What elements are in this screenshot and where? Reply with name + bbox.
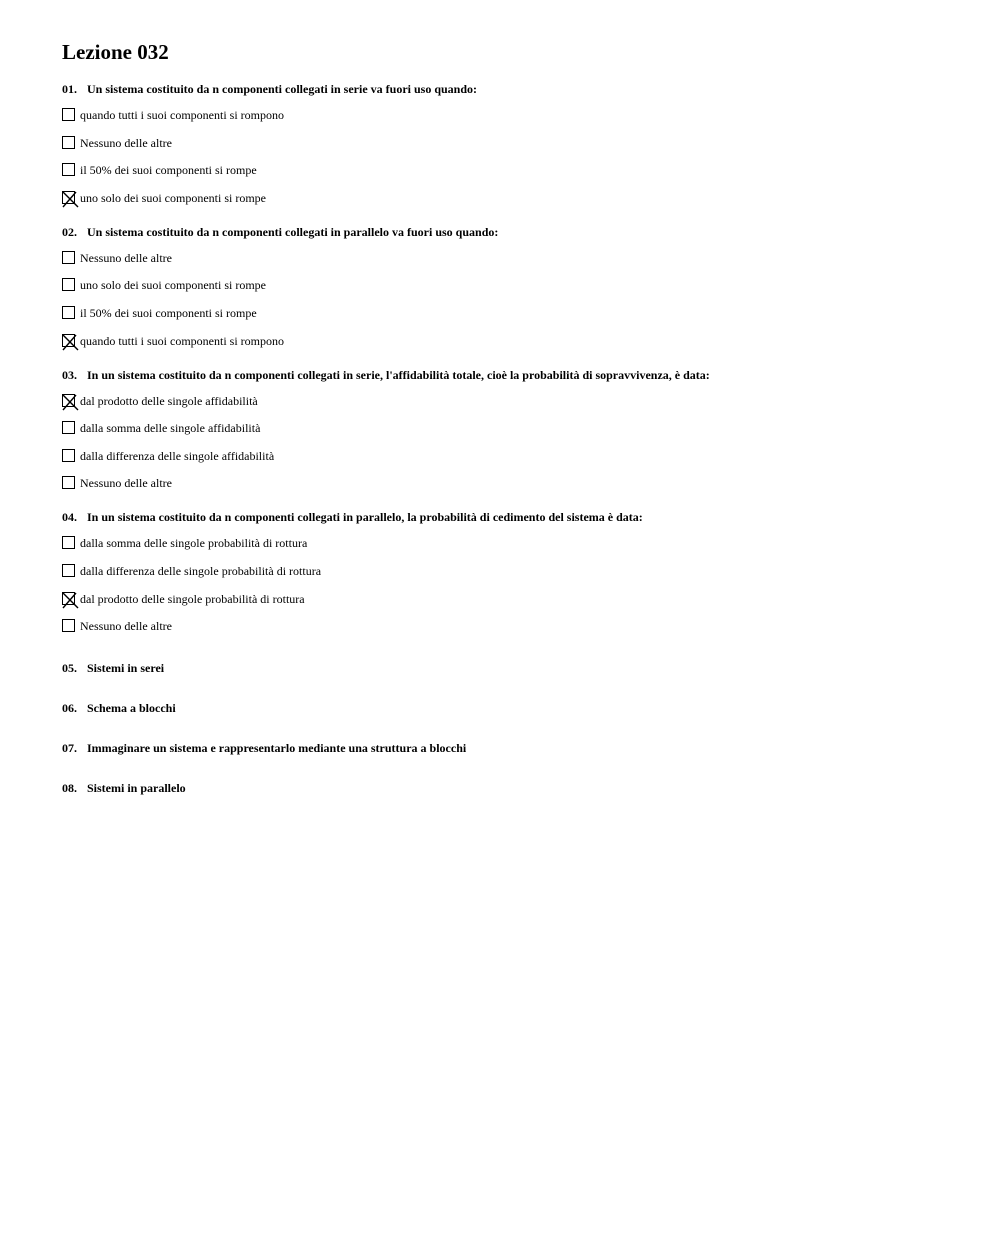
question-number: 08. <box>62 781 77 796</box>
question-block <box>62 366 962 493</box>
question-list <box>62 80 962 635</box>
check-cross-icon <box>62 191 78 207</box>
answer-option[interactable] <box>62 304 962 322</box>
answer-option[interactable] <box>62 534 962 552</box>
answer-option[interactable] <box>62 562 962 580</box>
checkbox[interactable] <box>62 251 75 264</box>
question-text: Sistemi in parallelo <box>87 781 186 796</box>
checkbox[interactable] <box>62 278 75 291</box>
checkbox-checked[interactable] <box>62 394 75 407</box>
document-page <box>62 38 962 797</box>
answer-label: dalla differenza delle singole probabilità di rottura <box>80 563 322 578</box>
answer-label: dalla differenza delle singole affidabilità <box>80 448 275 463</box>
check-cross-icon <box>62 394 78 410</box>
question-block <box>62 223 962 350</box>
question-block <box>62 508 962 635</box>
answer-label: dalla somma delle singole probabilità di rottura <box>80 536 308 551</box>
question-text: Immaginare un sistema e rappresentarlo mediante una struttura a blocchi <box>87 741 467 756</box>
question-text: Schema a blocchi <box>87 701 176 716</box>
question-text: Un sistema costituito da n componenti collegati in parallelo va fuori uso quando: <box>87 224 499 239</box>
question-heading <box>62 366 962 384</box>
question-number: 07. <box>62 741 77 756</box>
question-text: In un sistema costituito da n componenti collegati in serie, l'affidabilità totale, cioè la probabilità di sopravvivenza, è data: <box>87 367 710 382</box>
answer-label: Nessuno delle altre <box>80 619 172 634</box>
answer-label: dalla somma delle singole affidabilità <box>80 421 261 436</box>
checkbox[interactable] <box>62 476 75 489</box>
open-question <box>62 739 962 757</box>
answer-option[interactable] <box>62 392 962 410</box>
question-heading <box>62 80 962 98</box>
answer-option[interactable] <box>62 189 962 207</box>
answer-option[interactable] <box>62 332 962 350</box>
answer-option[interactable] <box>62 161 962 179</box>
answer-option[interactable] <box>62 249 962 267</box>
checkbox[interactable] <box>62 136 75 149</box>
question-number: 06. <box>62 701 77 716</box>
answer-label: quando tutti i suoi componenti si rompono <box>80 333 284 348</box>
question-block <box>62 80 962 207</box>
answer-label: uno solo dei suoi componenti si rompe <box>80 190 266 205</box>
answer-option[interactable] <box>62 276 962 294</box>
answer-label: il 50% dei suoi componenti si rompe <box>80 163 257 178</box>
checkbox[interactable] <box>62 536 75 549</box>
checkbox-checked[interactable] <box>62 592 75 605</box>
answer-label: uno solo dei suoi componenti si rompe <box>80 278 266 293</box>
open-question <box>62 659 962 677</box>
answer-option[interactable] <box>62 447 962 465</box>
question-heading <box>62 223 962 241</box>
question-number: 03. <box>62 367 77 382</box>
answer-label: Nessuno delle altre <box>80 135 172 150</box>
question-text: Un sistema costituito da n componenti collegati in serie va fuori uso quando: <box>87 82 478 96</box>
checkbox[interactable] <box>62 421 75 434</box>
question-text: Sistemi in serei <box>87 661 165 676</box>
answer-option[interactable] <box>62 106 962 124</box>
page-title: Lezione 032 <box>62 40 169 64</box>
checkbox[interactable] <box>62 163 75 176</box>
answer-option[interactable] <box>62 134 962 152</box>
check-cross-icon <box>62 592 78 608</box>
question-number: 01. <box>62 82 77 96</box>
checkbox-checked[interactable] <box>62 191 75 204</box>
answer-label: dal prodotto delle singole affidabilità <box>80 393 258 408</box>
question-heading <box>62 508 962 526</box>
question-number: 04. <box>62 510 77 525</box>
answer-label: Nessuno delle altre <box>80 476 172 491</box>
open-question <box>62 699 962 717</box>
answer-label: quando tutti i suoi componenti si rompono <box>80 108 284 122</box>
checkbox[interactable] <box>62 306 75 319</box>
answer-option[interactable] <box>62 590 962 608</box>
question-text: In un sistema costituito da n componenti collegati in parallelo, la probabilità di cedimento del sistema è data: <box>87 510 643 525</box>
check-cross-icon <box>62 334 78 350</box>
checkbox[interactable] <box>62 449 75 462</box>
checkbox[interactable] <box>62 108 75 121</box>
answer-option[interactable] <box>62 474 962 492</box>
open-question <box>62 779 962 797</box>
answer-option[interactable] <box>62 617 962 635</box>
answer-option[interactable] <box>62 419 962 437</box>
answer-label: il 50% dei suoi componenti si rompe <box>80 305 257 320</box>
open-question-list <box>62 659 962 797</box>
question-number: 02. <box>62 224 77 239</box>
checkbox[interactable] <box>62 564 75 577</box>
checkbox[interactable] <box>62 619 75 632</box>
checkbox-checked[interactable] <box>62 334 75 347</box>
question-number: 05. <box>62 661 77 676</box>
answer-label: Nessuno delle altre <box>80 250 172 265</box>
answer-label: dal prodotto delle singole probabilità di rottura <box>80 591 305 606</box>
